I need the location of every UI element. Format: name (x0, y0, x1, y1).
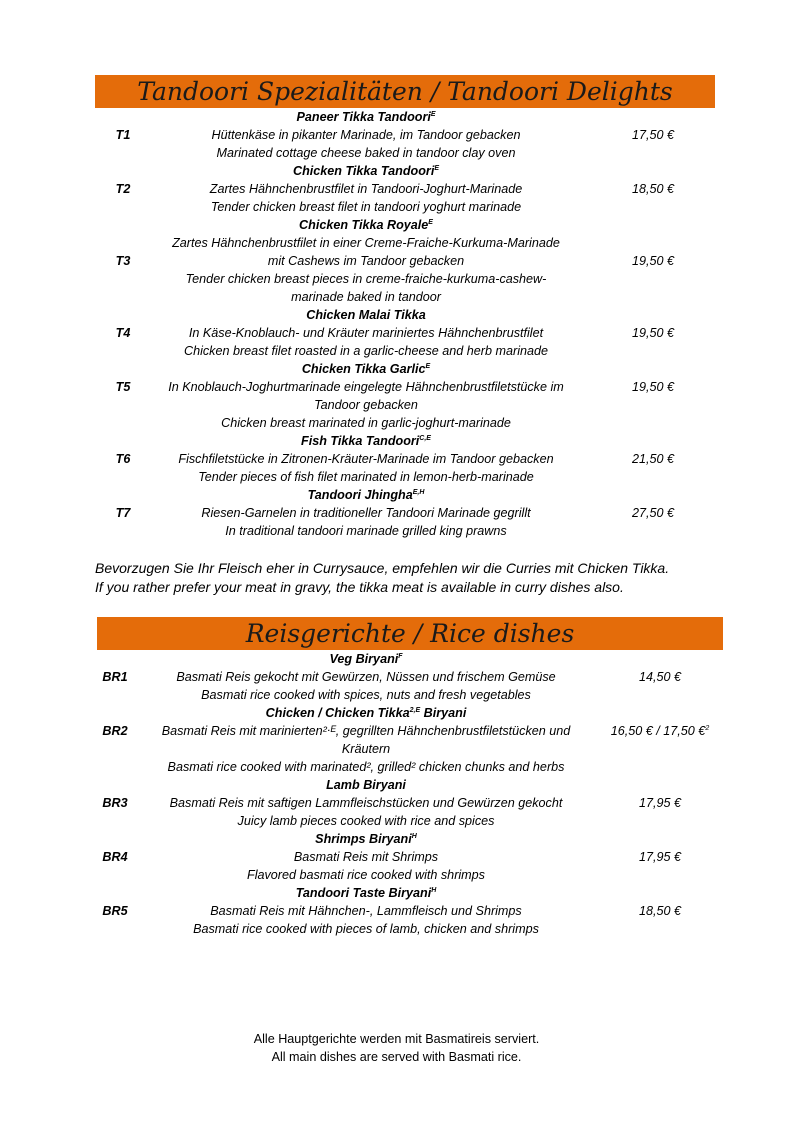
description-en: Basmati rice cooked with spices, nuts and fresh vegetables (201, 688, 531, 702)
item-price-text: 19,50 € (631, 380, 675, 394)
item-code: T3 (115, 254, 131, 268)
dish-name-text: Chicken Tikka Tandoori (292, 164, 435, 178)
description-de: Basmati Reis mit Hähnchen-, Lammfleisch und Shrimps (210, 904, 522, 918)
menu-item (0, 162, 793, 216)
dish-name (96, 884, 636, 902)
item-code: T7 (115, 506, 131, 520)
item-code: BR2 (102, 724, 128, 738)
menu-item (0, 432, 793, 486)
dish-name (96, 486, 636, 504)
item-code: T4 (115, 326, 131, 340)
item-price-text: 19,50 € (631, 326, 675, 340)
dish-name-text: Chicken Malai Tikka (306, 308, 426, 322)
description-de: Basmati Reis gekocht mit Gewürzen, Nüssen und frischem Gemüse (176, 670, 556, 684)
dish-name-text: Chicken Tikka Garlic (301, 362, 426, 376)
note-en: If you rather prefer your meat in gravy, the tikka meat is available in curry dishes also. (95, 579, 624, 595)
item-code: T1 (115, 128, 131, 142)
item-price (603, 324, 703, 342)
menu-item (0, 776, 793, 830)
dish-name (96, 830, 636, 848)
item-price (603, 126, 703, 144)
dish-name-text: Tandoori Taste Biryani (295, 886, 432, 900)
allergen-code: E,H (412, 488, 425, 496)
item-price-text: 14,50 € (638, 670, 682, 684)
item-price (603, 252, 703, 270)
allergen-code: E (425, 362, 431, 370)
allergen-code: E (428, 218, 433, 226)
item-price (603, 378, 703, 396)
allergen-code: E (434, 164, 440, 172)
description-de: Fischfiletstücke in Zitronen-Kräuter-Marinade im Tandoor gebacken (178, 452, 554, 466)
description-en: Flavored basmati rice cooked with shrimps (247, 868, 485, 882)
price-footnote: 2 (705, 724, 710, 732)
description-de: Zartes Hähnchenbrustfilet in einer Creme-Fraiche-Kurkuma-Marinade (172, 236, 560, 250)
dish-name (96, 306, 636, 324)
menu-item (0, 884, 793, 938)
description-de: Basmati Reis mit marinierten²ᐧᴱ, gegrillten Hähnchenbrustfiletstücken und (161, 724, 571, 738)
menu-item (0, 216, 793, 306)
note-de: Bevorzugen Sie Ihr Fleisch eher in Currysauce, empfehlen wir die Curries mit Chicken Tikka. (95, 560, 670, 576)
description-de: Basmati Reis mit saftigen Lammfleischstücken und Gewürzen gekocht (169, 796, 563, 810)
description-en: Tender chicken breast filet in tandoori yoghurt marinade (210, 200, 522, 214)
dish-name (96, 216, 636, 234)
item-price-text: 16,50 € / 17,50 € (610, 724, 706, 738)
menu-item (0, 650, 793, 704)
dish-name-text: Fish Tikka Tandoori (301, 434, 420, 448)
item-price-text: 17,50 € (631, 128, 675, 142)
dish-name (96, 776, 636, 794)
menu-item (0, 704, 793, 776)
allergen-code: H (431, 886, 437, 894)
item-price (600, 848, 720, 866)
footer-note-en: All main dishes are served with Basmati rice. (271, 1050, 522, 1064)
description-de: In Käse-Knoblauch- und Kräuter mariniertes Hähnchenbrustfilet (188, 326, 544, 340)
section-title-tandoori: Tandoori Spezialitäten / Tandoori Delights (95, 75, 715, 108)
menu-item (0, 830, 793, 884)
description-de: Zartes Hähnchenbrustfilet in Tandoori-Joghurt-Marinade (209, 182, 523, 196)
allergen-code: C,E (419, 434, 431, 442)
description-de: Tandoor gebacken (314, 398, 418, 412)
description-en: marinade baked in tandoor (291, 290, 441, 304)
dish-name-text: Tandoori Jhingha (307, 488, 413, 502)
description-de: Basmati Reis mit Shrimps (293, 850, 439, 864)
section-title-rice: Reisgerichte / Rice dishes (97, 617, 723, 650)
rice-menu-section (0, 650, 793, 938)
description-en: Tender chicken breast pieces in creme-fraiche-kurkuma-cashew- (185, 272, 547, 286)
item-price-text: 21,50 € (631, 452, 675, 466)
dish-name-text: Chicken Tikka Royale (299, 218, 429, 232)
footer-note-de: Alle Hauptgerichte werden mit Basmatireis serviert. (253, 1032, 540, 1046)
dish-name-suffix: Biryani (420, 706, 467, 720)
item-price (600, 794, 720, 812)
item-price-text: 17,95 € (638, 796, 682, 810)
description-en: Marinated cottage cheese baked in tandoor clay oven (216, 146, 516, 160)
allergen-code: E (430, 110, 436, 118)
dish-name (96, 162, 636, 180)
item-code: BR5 (102, 904, 128, 918)
description-de: In Knoblauch-Joghurtmarinade eingelegte Hähnchenbrustfiletstücke im (168, 380, 564, 394)
item-price (600, 722, 720, 740)
dish-name-text: Chicken / Chicken Tikka (265, 706, 410, 720)
description-de: mit Cashews im Tandoor gebacken (267, 254, 465, 268)
item-price (603, 450, 703, 468)
description-en: Chicken breast filet roasted in a garlic-cheese and herb marinade (183, 344, 549, 358)
item-price (600, 902, 720, 920)
description-de: Hüttenkäse in pikanter Marinade, im Tandoor gebacken (211, 128, 521, 142)
dish-name (96, 704, 636, 722)
item-code: T6 (115, 452, 131, 466)
allergen-code: 2,E (409, 706, 421, 714)
item-price-text: 27,50 € (631, 506, 675, 520)
description-en: Tender pieces of fish filet marinated in lemon-herb-marinade (198, 470, 534, 484)
menu-item (0, 108, 793, 162)
item-price (603, 504, 703, 522)
allergen-code: H (411, 832, 417, 840)
item-code: T2 (115, 182, 131, 196)
dish-name-text: Shrimps Biryani (315, 832, 412, 846)
item-price (600, 668, 720, 686)
dish-name (96, 360, 636, 378)
description-de: Kräutern (341, 742, 391, 756)
description-en: Basmati rice cooked with marinated², grilled² chicken chunks and herbs (167, 760, 565, 774)
tandoori-menu-section (0, 108, 793, 540)
dish-name-text: Paneer Tikka Tandoori (296, 110, 431, 124)
item-price-text: 17,95 € (638, 850, 682, 864)
dish-name-text: Lamb Biryani (326, 778, 406, 792)
dish-name-text: Veg Biryani (329, 652, 399, 666)
dish-name (96, 432, 636, 450)
description-de: Riesen-Garnelen in traditioneller Tandoori Marinade gegrillt (201, 506, 531, 520)
description-en: Chicken breast marinated in garlic-joghurt-marinade (221, 416, 511, 430)
item-price-text: 18,50 € (631, 182, 675, 196)
allergen-code: F (398, 652, 403, 660)
description-en: In traditional tandoori marinade grilled king prawns (225, 524, 507, 538)
description-en: Basmati rice cooked with pieces of lamb, chicken and shrimps (193, 922, 539, 936)
dish-name (96, 650, 636, 668)
item-code: BR3 (102, 796, 128, 810)
item-price-text: 19,50 € (631, 254, 675, 268)
item-code: BR4 (102, 850, 128, 864)
description-en: Juicy lamb pieces cooked with rice and spices (237, 814, 495, 828)
dish-name (96, 108, 636, 126)
item-price (603, 180, 703, 198)
menu-item (0, 360, 793, 432)
item-price-text: 18,50 € (638, 904, 682, 918)
menu-item (0, 306, 793, 360)
menu-item (0, 486, 793, 540)
item-code: T5 (115, 380, 131, 394)
item-code: BR1 (102, 670, 128, 684)
